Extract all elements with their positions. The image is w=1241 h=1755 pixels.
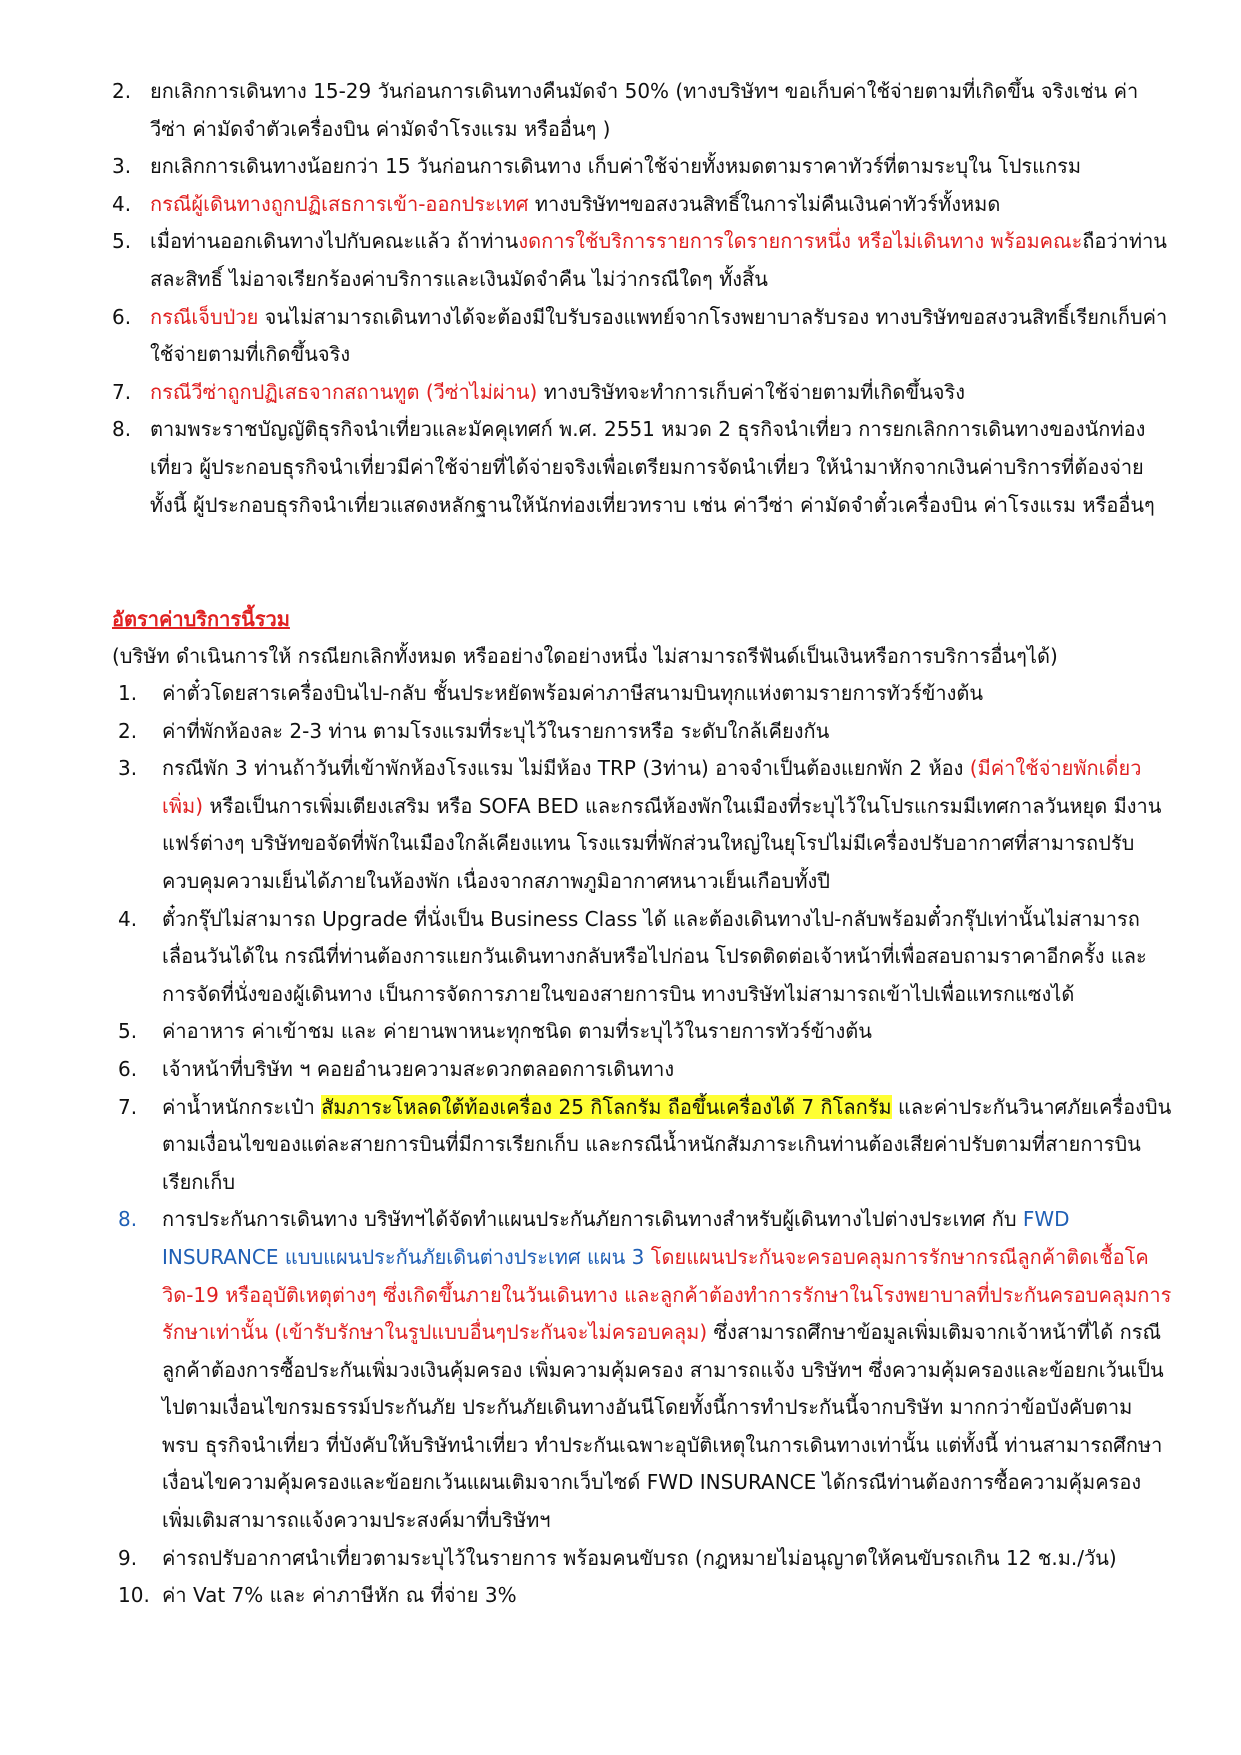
item-number: 6.	[112, 304, 132, 329]
item-text: ถือว่าท่านสละสิทธิ์ ไม่อาจเรียกร้องค่าบริการและเงินมัดจำคืน ไม่ว่ากรณีใดๆ ทั้งสิ้น	[150, 229, 1167, 291]
list-item	[118, 1201, 1173, 1539]
list-item	[118, 675, 1173, 713]
list-item	[118, 1577, 1173, 1615]
item-text: ทางบริษัทฯขอสงวนสิทธิ์ในการไม่คืนเงินค่าทัวร์ทั้งหมด	[528, 191, 1001, 216]
list-item	[118, 1013, 1173, 1051]
item-text: ซึ่งสามารถศึกษาข้อมูลเพิ่มเติมจากเจ้าหน้าที่ได้ กรณีลูกค้าต้องการซื้อประกันเพิ่มวงเงินคุ้มครอง เพิ่มความคุ้มครอง สามารถแจ้ง บริษัทฯ ซึ่งความคุ้มครองและข้อยกเว้นเป็นไปตามเงื่อนไขกรมธรรม์ประกันภัย ประกันภัยเดินทางอันนีโดยทั้งนี้การทำประกันนี้จากบริษัท มากกว่าข้อบังคับตาม พรบ ธุรกิจนำเที่ยว ที่บังคับให้บริษัทนำเที่ยว ทำประกันเฉพาะอุบัติเหตุในการเดินทางเท่านั้น แต่ทั้งนี้ ท่านสามารถศึกษาเงื่อนไขความคุ้มครองและข้อยกเว้นแผนเติมจากเว็บไซด์ FWD INSURANCE ได้กรณีท่านต้องการซื้อความคุ้มครองเพิ่มเติมสามารถแจ้งความประสงค์มาที่บริษัทฯ	[162, 1320, 1164, 1533]
item-text: ค่าที่พักห้องละ 2-3 ท่าน ตามโรงแรมที่ระบุไว้ในรายการหรือ ระดับใกล้เคียงกัน	[162, 718, 830, 743]
item-number: 2.	[112, 79, 132, 103]
list-item	[112, 374, 1172, 412]
item-emphasis-red: งดการใช้บริการรายการใดรายการหนึ่ง หรือไม่เดินทาง พร้อมคณะ	[518, 229, 1083, 254]
item-text: ค่ารถปรับอากาศนำเที่ยวตามระบุไว้ในรายการ พร้อมคนขับรถ (กฎหมายไม่อนุญาตให้คนขับรถเกิน 12 ช.ม./วัน)	[162, 1545, 1117, 1570]
item-number: 2.	[118, 718, 138, 743]
list-item	[118, 1089, 1173, 1202]
item-number: 5.	[112, 229, 132, 254]
list-item	[118, 1540, 1173, 1578]
item-emphasis-red: กรณีเจ็บป่วย	[150, 304, 259, 329]
item-number: 9.	[118, 1545, 138, 1570]
item-number: 10.	[118, 1583, 150, 1608]
list-item	[112, 411, 1172, 524]
item-text: จนไม่สามารถเดินทางได้จะต้องมีใบรับรองแพทย์จากโรงพยาบาลรับรอง ทางบริษัทขอสงวนสิทธิ์เรียกเก็บค่าใช้จ่ายตามที่เกิดขึ้นจริง	[150, 304, 1168, 367]
item-text: เมื่อท่านออกเดินทางไปกับคณะแล้ว ถ้าท่าน	[150, 229, 519, 254]
item-number: 1.	[118, 681, 138, 705]
item-number: 4.	[112, 191, 132, 216]
item-number: 8.	[118, 1207, 138, 1232]
list-item	[118, 901, 1173, 1014]
item-number: 3.	[112, 154, 132, 179]
list-item	[118, 713, 1173, 751]
list-item	[112, 223, 1172, 298]
item-text: ค่าตั๋วโดยสารเครื่องบินไป-กลับ ชั้นประหยัดพร้อมค่าภาษีสนามบินทุกแห่งตามรายการทัวร์ข้างต้น	[162, 681, 984, 705]
item-text: ทางบริษัทจะทำการเก็บค่าใช้จ่ายตามที่เกิดขึ้นจริง	[537, 379, 965, 404]
insurer-name: FWD INSURANCE แบบแผนประกันภัยเดินต่างประเทศ แผน 3	[162, 1207, 1070, 1269]
list-item	[112, 73, 1172, 148]
item-emphasis-red: กรณีวีซ่าถูกปฏิเสธจากสถานทูต (วีซ่าไม่ผ่าน)	[150, 379, 538, 404]
item-text: การประกันการเดินทาง บริษัทฯได้จัดทำแผนประกันภัยการเดินทางสำหรับผู้เดินทางไปต่างประเทศ กับ	[162, 1207, 1023, 1232]
item-text: ค่า Vat 7% และ ค่าภาษีหัก ณ ที่จ่าย 3%	[162, 1583, 517, 1608]
item-emphasis-red: กรณีผู้เดินทางถูกปฏิเสธการเข้า-ออกประเทศ	[150, 191, 529, 216]
section-heading: อัตราค่าบริการนี้รวม	[112, 607, 290, 631]
list-item	[118, 1051, 1173, 1089]
item-emphasis-red: (มีค่าใช้จ่ายพักเดี่ยวเพิ่ม)	[162, 756, 1142, 818]
item-number: 5.	[118, 1019, 138, 1044]
included-list	[118, 675, 1173, 1615]
item-text: กรณีพัก 3 ท่านถ้าวันที่เข้าพักห้องโรงแรม ไม่มีห้อง TRP (3ท่าน) อาจจำเป็นต้องแยกพัก 2 ห้อง	[162, 756, 970, 781]
item-number: 7.	[112, 379, 132, 404]
item-text: ยกเลิกการเดินทางน้อยกว่า 15 วันก่อนการเดินทาง เก็บค่าใช้จ่ายทั้งหมดตามราคาทัวร์ที่ตามระบุใน โปรแกรม	[150, 154, 1082, 179]
item-text: หรือเป็นการเพิ่มเตียงเสริม หรือ SOFA BED และกรณีห้องพักในเมืองที่ระบุไว้ในโปรแกรมมีเทศกาลวันหยุด มีงานแฟร์ต่างๆ บริษัทขอจัดที่พักในเมืองใกล้เคียงแทน โรงแรมที่พักส่วนใหญ่ในยุโรปไม่มีเครื่องปรับอากาศที่สามารถปรับควบคุมความเย็นได้ภายในห้องพัก เนื่องจากสภาพภูมิอากาศหนาวเย็นเกือบทั้งปี	[162, 793, 1162, 893]
list-item	[118, 750, 1173, 900]
item-text: และค่าประกันวินาศภัยเครื่องบินตามเงื่อนไขของแต่ละสายการบินที่มีการเรียกเก็บ และกรณีน้ำหนักสัมภาระเกินท่านต้องเสียค่าปรับตามที่สายการบินเรียกเก็บ	[162, 1094, 1172, 1194]
item-number: 7.	[118, 1094, 138, 1119]
section-intro: (บริษัท ดำเนินการให้ กรณียกเลิกทั้งหมด หรืออย่างใดอย่างหนึ่ง ไม่สามารถรีฟันด์เป็นเงินหรือการบริการอื่นๆได้)	[112, 644, 1058, 668]
item-number: 8.	[112, 417, 132, 442]
item-text: ค่าน้ำหนักกระเป๋า	[162, 1094, 322, 1119]
item-emphasis-red: โดยแผนประกันจะครอบคลุมการรักษากรณีลูกค้าติดเชื้อโควิด-19 หรืออุบัติเหตุต่างๆ ซึ่งเกิดขึ้นภายในวันเดินทาง และลูกค้าต้องทำการรักษาในโรงพยาบาลที่ประกันครอบคลุมการรักษาเท่านั้น (เข้ารับรักษาในรูปแบบอื่นๆประกันจะไม่ครอบคลุม)	[162, 1244, 1172, 1345]
list-item	[112, 148, 1172, 186]
item-text: เจ้าหน้าที่บริษัท ฯ คอยอำนวยความสะดวกตลอดการเดินทาง	[162, 1056, 675, 1081]
item-number: 4.	[118, 906, 138, 931]
list-item	[112, 186, 1172, 224]
list-item	[112, 299, 1172, 374]
item-number: 6.	[118, 1056, 138, 1081]
item-text: ตั๋วกรุ๊ปไม่สามารถ Upgrade ที่นั่งเป็น Business Class ได้ และต้องเดินทางไป-กลับพร้อมตั๋วกรุ๊ปเท่านั้นไม่สามารถเลื่อนวันได้ใน กรณีที่ท่านต้องการแยกวันเดินทางกลับหรือไปก่อน โปรดติดต่อเจ้าหน้าที่เพื่อสอบถามราคาอีกครั้ง และการจัดที่นั่งของผู้เดินทาง เป็นการจัดการภายในของสายการบิน ทางบริษัทไม่สามารถเข้าไปเพื่อแทรกแซงได้	[162, 906, 1147, 1006]
item-text: ยกเลิกการเดินทาง 15-29 วันก่อนการเดินทางคืนมัดจำ 50% (ทางบริษัทฯ ขอเก็บค่าใช้จ่ายตามที่เกิดขึ้น จริงเช่น ค่าวีซ่า ค่ามัดจำตัวเครื่องบิน ค่ามัดจำโรงแรม หรืออื่นๆ )	[150, 79, 1139, 141]
cancellation-list	[112, 73, 1172, 524]
item-text: ค่าอาหาร ค่าเข้าชม และ ค่ายานพาหนะทุกชนิด ตามที่ระบุไว้ในรายการทัวร์ข้างต้น	[162, 1019, 872, 1044]
item-text: ตามพระราชบัญญัติธุรกิจนำเที่ยวและมัคคุเทศก์ พ.ศ. 2551 หมวด 2 ธุรกิจนำเที่ยว การยกเลิกการเดินทางของนักท่องเที่ยว ผู้ประกอบธุรกิจนำเที่ยวมีค่าใช้จ่ายที่ได้จ่ายจริงเพื่อเตรียมการจัดนำเที่ยว ให้นำมาหักจากเงินค่าบริการที่ต้องจ่าย ทั้งนี้ ผู้ประกอบธุรกิจนำเที่ยวแสดงหลักฐานให้นักท่องเที่ยวทราบ เช่น ค่าวีซ่า ค่ามัดจำตั๋วเครื่องบิน ค่าโรงแรม หรืออื่นๆ	[150, 417, 1155, 517]
baggage-highlight: สัมภาระโหลดใต้ท้องเครื่อง 25 กิโลกรัม ถือขึ้นเครื่องได้ 7 กิโลกรัม	[321, 1094, 892, 1119]
item-number: 3.	[118, 756, 138, 781]
